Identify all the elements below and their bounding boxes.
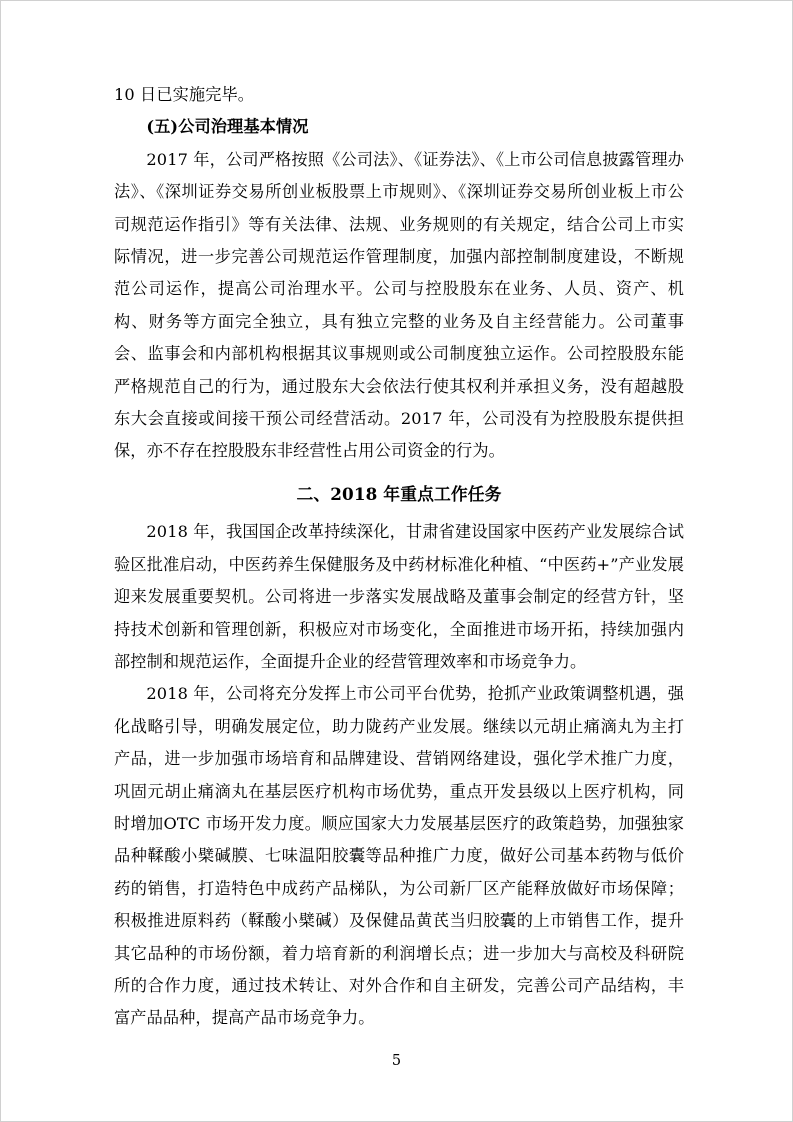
paragraph-2018-business-plan: 2018 年，公司将充分发挥上市公司平台优势，抢抓产业政策调整机遇，强化战略引导，明确发展定位，助力陇药产业发展。继续以元胡止痛滴丸为主打产品，进一步加强市场培育和品牌建设、营销网络建设，强化学术推广力度，巩固元胡止痛滴丸在基层医疗机构市场优势，重点开发县级以上医疗机构，同时增加OTC 市场开发力度。顺应国家大力发展基层医疗的政策趋势，加强独家品种鞣酸小檗碱膜、七味温阳胶囊等品种推广力度，做好公司基本药物与低价药的销售，打造特色中成药产品梯队，为公司新厂区产能释放做好市场保障；积极推进原料药（鞣酸小檗碱）及保健品黄芪当归胶囊的上市销售工作，提升其它品种的市场份额，着力培育新的利润增长点；进一步加大与高校及科研院所的合作力度，通过技术转让、对外合作和自主研发，完善公司产品结构，丰富产品品种，提高产品市场竞争力。 [114, 684, 684, 1028]
subsection-heading-corporate-governance: (五)公司治理基本情况 [146, 117, 309, 137]
paragraph-corporate-governance: 2017 年，公司严格按照《公司法》、《证券法》、《上市公司信息披露管理办法》、《深圳证券交易所创业板股票上市规则》、《深圳证券交易所创业板上市公司规范运作指引》等有关法律、法规、业务规则的有关规定，结合公司上市实际情况，进一步完善公司规范运作管理制度，加强内部控制制度建设，不断规范公司运作，提高公司治理水平。公司与控股股东在业务、人员、资产、机构、财务等方面完全独立，具有独立完整的业务及自主经营能力。公司董事会、监事会和内部机构根据其议事规则或公司制度独立运作。公司控股股东能严格规范自己的行为，通过股东大会依法行使其权利并承担义务，没有超越股东大会直接或间接干预公司经营活动。2017 年，公司没有为控股股东提供担保，亦不存在控股股东非经营性占用公司资金的行为。 [114, 149, 684, 461]
paragraph-2018-industry-outlook: 2018 年，我国国企改革持续深化，甘肃省建设国家中医药产业发展综合试验区批准启动，中医药养生保健服务及中药材标准化种植、“中医药+”产业发展迎来发展重要契机。公司将进一步落实发展战略及董事会制定的经营方针，坚持技术创新和管理创新，积极应对市场变化，全面推进市场开拓，持续加强内部控制和规范运作，全面提升企业的经营管理效率和市场竞争力。 [114, 522, 684, 671]
section-heading-2018-key-tasks: 二、2018 年重点工作任务 [296, 483, 502, 504]
page-number: 5 [391, 1053, 402, 1069]
paragraph-closing-line: 10 日已实施完毕。 [114, 85, 255, 104]
document-body [114, 79, 684, 1035]
